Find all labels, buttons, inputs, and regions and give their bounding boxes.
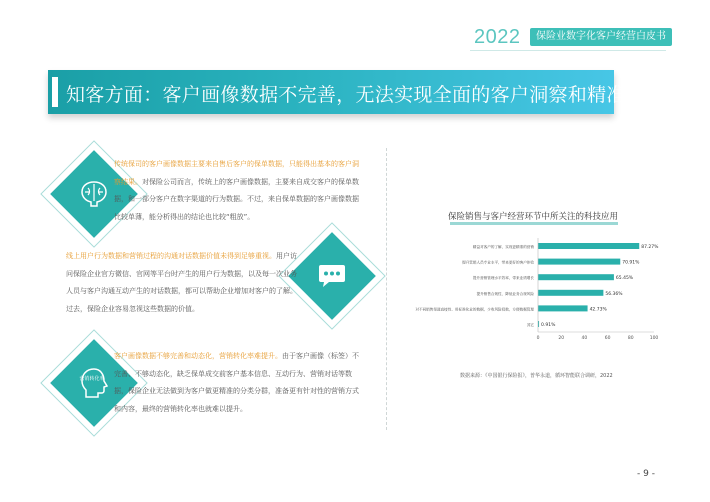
data-label: 70.91% [622, 260, 640, 266]
x-tick-label: 20 [558, 336, 565, 341]
data-label: 0.91% [541, 323, 556, 328]
data-label: 65.45% [615, 276, 634, 282]
chart-title-underline [450, 222, 618, 225]
banner-accent-bar [52, 77, 58, 107]
header-divider [470, 50, 666, 51]
data-label: 87.27% [641, 245, 659, 250]
bar [538, 305, 588, 311]
section-1-highlight: 传统保司的客户画像数据主要来自售后客户的保单数据，只能得出基本的客户洞察结果。 [114, 160, 359, 186]
x-tick-label: 60 [604, 336, 611, 341]
section-2-highlight: 线上用户行为数据和营销过程的沟通对话数据价值未得到足够重视。 [66, 252, 276, 260]
column-divider [386, 148, 387, 430]
section-3-highlight: 客户画像数据不够完善和动态化，营销转化率难提升。 [114, 352, 282, 360]
bar [538, 290, 603, 296]
category-label: 对不同销售渠道直接性、用标准化业的数据，少收风险投数，方便数据管理 [415, 307, 534, 312]
report-title-badge: 保险业数字化客户经营白皮书 [530, 28, 672, 46]
section-3-text [114, 348, 364, 418]
category-label: 提升营销管理水平效率，带来业绩增长 [472, 276, 534, 281]
bar [538, 274, 614, 280]
category-label: 提升销售合规性、降低业务合规风险 [476, 291, 534, 296]
x-tick-label: 80 [627, 336, 634, 341]
section-2-body: 用户访问保险企业官方微信、官网等平台时产生的用户行为数据，以及每一次业务人员与客户沟通互动产生的对话数据，都可以帮助企业增加对客户的了解。过去，保险企业容易忽视这些数据的价值。 [66, 252, 297, 313]
section-1-text [114, 156, 364, 226]
data-label: 56.36% [605, 291, 623, 297]
bar [538, 259, 620, 265]
page-number: - 9 - [637, 469, 655, 479]
bar [538, 243, 639, 249]
x-tick-label: 40 [581, 336, 588, 341]
chart-title: 保险销售与客户经营环节中所关注的科技应用 [447, 212, 618, 222]
tech-focus-bar-chart [392, 232, 674, 352]
category-label: 提升营销人员专业水平，带来更好的客户体验 [462, 260, 534, 265]
brain-icon [72, 172, 116, 216]
report-year: 2022 [474, 26, 521, 48]
chat-bubble-icon [310, 254, 354, 298]
x-tick-label: 0 [536, 336, 540, 341]
head-icon-caption: 营销转化率 [79, 376, 105, 382]
head-profile-icon [72, 361, 116, 405]
category-label: 精益对客户的了解，实现更精准的营销 [472, 245, 534, 249]
data-label: 42.73% [589, 307, 607, 313]
data-source: 数据来源：《中国银行保险报》，普华永道，循环智能联合调研，2022 [460, 373, 613, 379]
banner-title: 知客方面：客户画像数据不完善，无法实现全面的客户洞察和精准营销 [66, 84, 665, 106]
section-1-body: 对保险公司而言，传统上的客户画像数据，主要来自成交客户的保单数据，和一部分客户在数字渠道的行为数据。不过，来自保单数据的客户画像数据比较单薄，能分析得出的结论也比较“粗放”。 [114, 177, 359, 221]
section-2-text [66, 248, 302, 318]
category-label: 其它 [526, 323, 534, 327]
x-tick-label: 100 [649, 336, 659, 341]
section-3-body: 由于客户画像（标签）不完善、不够动态化，缺乏保单成交前客户基本信息、互动行为、营销对话等数据，保险企业无法做到为客户做更精准的分类分群，准备更有针对性的营销方式和内容，最终的营销转化率也就难以提升。 [114, 352, 359, 413]
